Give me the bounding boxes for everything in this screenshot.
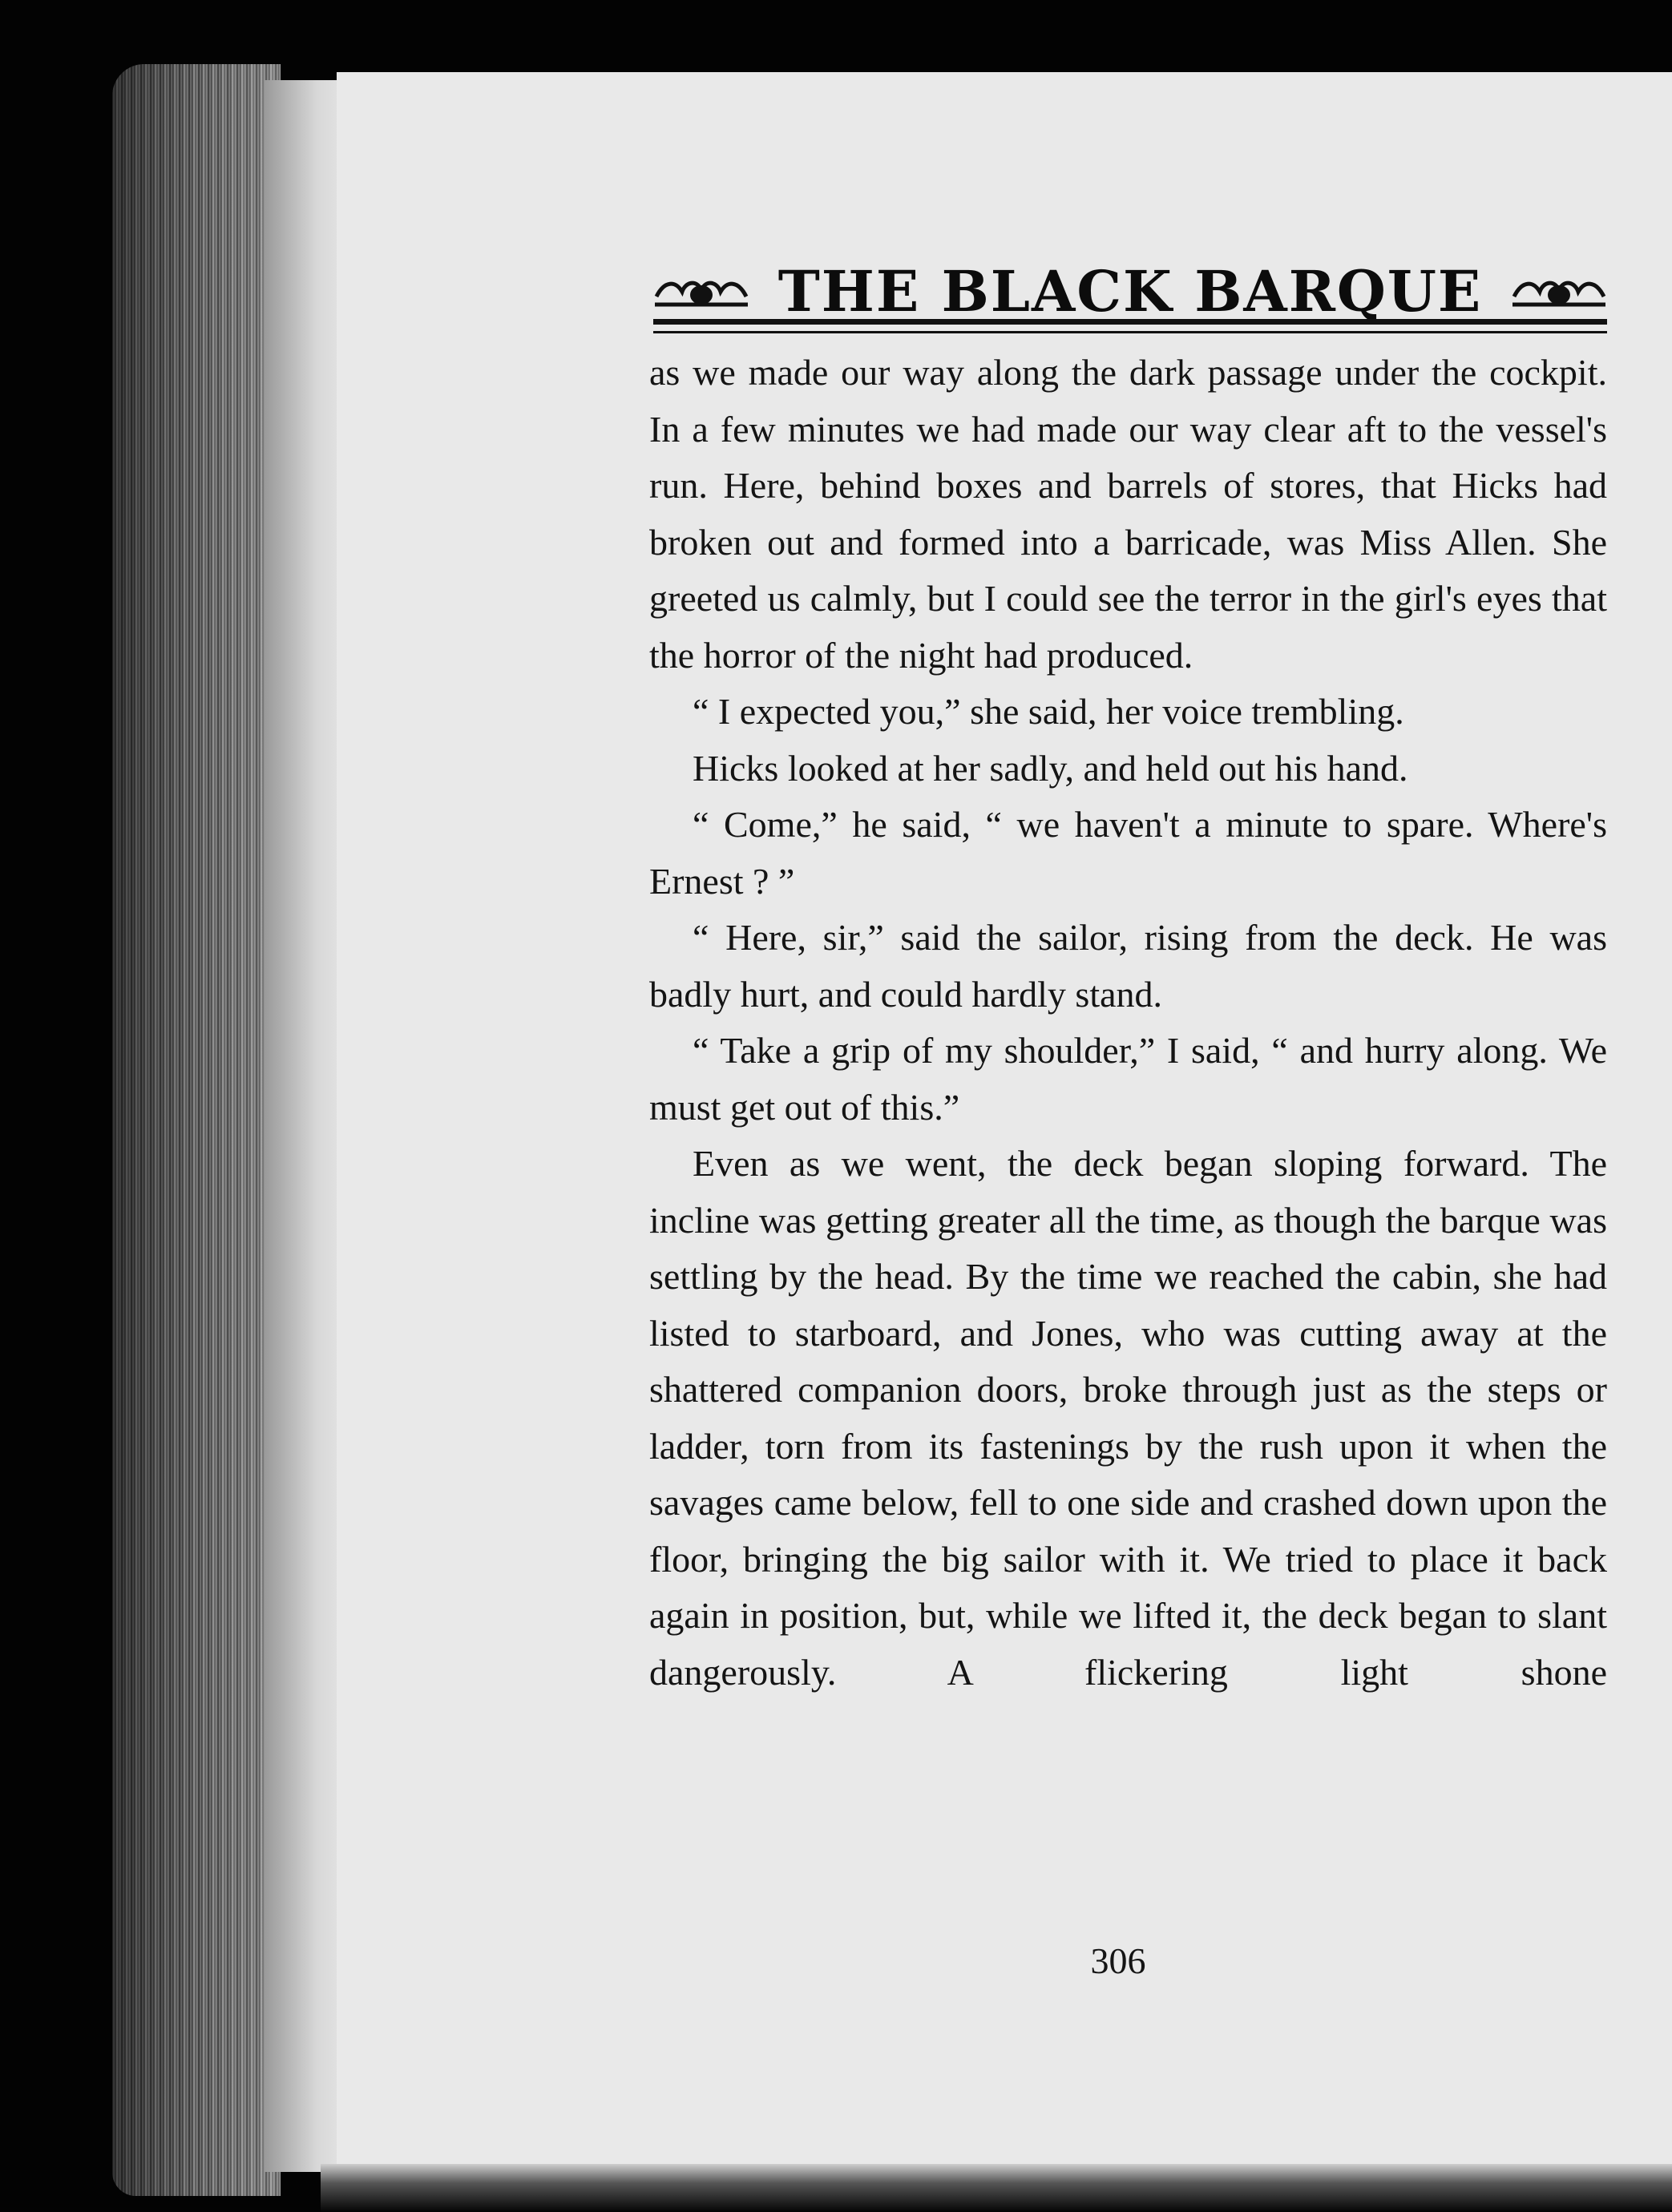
header-title: THE BLACK BARQUE xyxy=(777,257,1483,325)
ornament-icon xyxy=(653,272,749,309)
body-text xyxy=(649,345,1607,1701)
paragraph: “ Take a grip of my shoulder,” I said, “ and hurry along. We must get out of this.” xyxy=(649,1030,1607,1128)
paragraph: “ I expected you,” she said, her voice trembling. xyxy=(693,691,1404,732)
paragraph: Hicks looked at her sadly, and held out his hand. xyxy=(693,747,1408,789)
page-edges-shading xyxy=(112,64,281,2196)
paragraph: Even as we went, the deck began sloping forward. The incline was getting greater all the time, as though the barque was settling by the head. By the time we reached the cabin, she had listed to starboard, and Jones, who was cutting away at the shattered companion doors, broke through just as the steps or ladder, torn from its fastenings by the rush upon it when the savages came below, fell to one side and crashed down upon the floor, bringing the big sailor with it. We tried to place it back again in position, but, while we lifted it, the deck began to slant dangerously. A flickering light shone xyxy=(649,1143,1607,1693)
ornament-icon xyxy=(1511,272,1607,309)
paragraph: “ Here, sir,” said the sailor, rising from the deck. He was badly hurt, and could hardly stand. xyxy=(649,917,1607,1015)
bottom-shadow xyxy=(321,2164,1672,2212)
paragraph: as we made our way along the dark passage under the cockpit. In a few minutes we had made our way clear aft to the vessel's run. Here, behind boxes and barrels of stores, that Hicks had broken out and formed into a barricade, was Miss Allen. She greeted us calmly, but I could see the terror in the girl's eyes that the horror of the night had produced. xyxy=(649,352,1607,676)
page-number: 306 xyxy=(1090,1940,1146,1981)
paragraph: “ Come,” he said, “ we haven't a minute to spare. Where's Ernest ? ” xyxy=(649,804,1607,902)
running-header xyxy=(653,255,1607,327)
header-rule xyxy=(653,319,1607,333)
